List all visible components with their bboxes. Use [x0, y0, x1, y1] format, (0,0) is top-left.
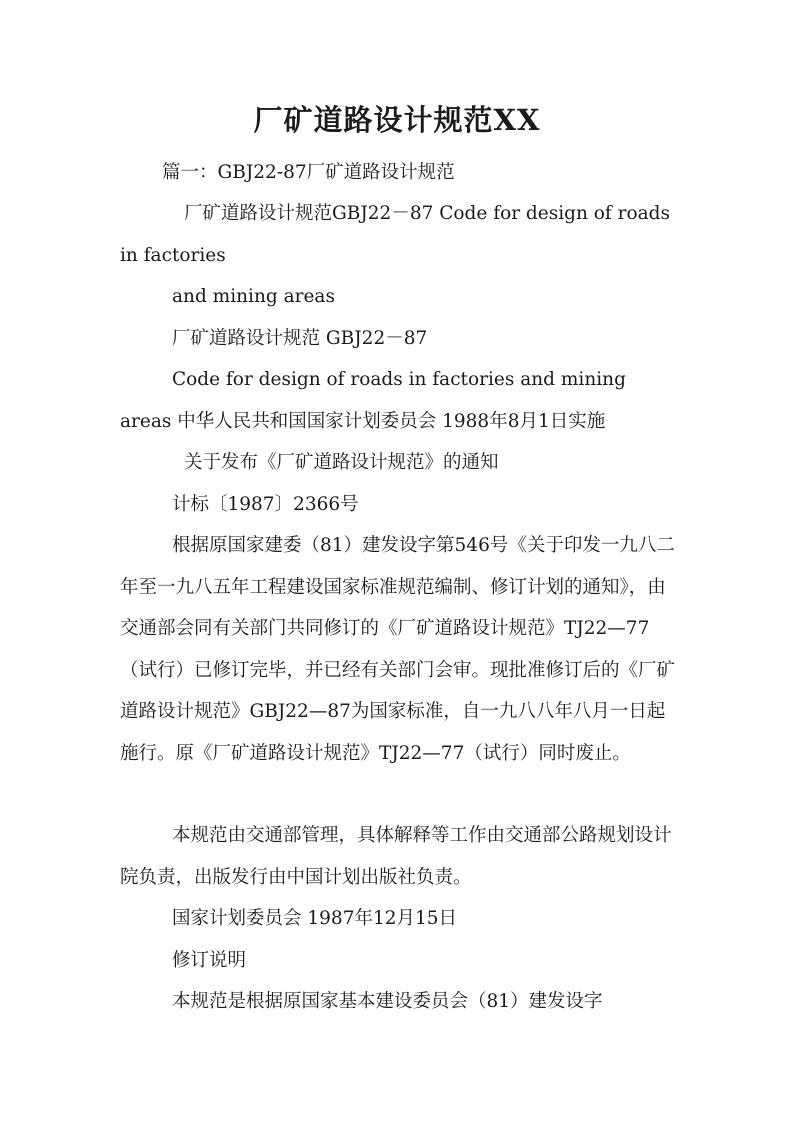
paragraph-code-title: 厂矿道路设计规范GBJ22－87 Code for design of roads in factories	[120, 203, 670, 266]
paragraph-signature-date: 国家计划委员会 1987年12月15日	[172, 908, 458, 929]
document-title: 厂矿道路设计规范XX	[253, 103, 541, 137]
paragraph-revision-heading: 修订说明	[172, 950, 247, 971]
paragraph-code-name: 厂矿道路设计规范 GBJ22－87	[172, 328, 428, 349]
paragraph-approval-body: 根据原国家建委（81）建发设字第546号《关于印发一九八二年至一九八五年工程建设国家标准规范编制、修订计划的通知》，由交通部会同有关部门共同修订的《厂矿道路设计规范》TJ22—77（试行）已修订完毕，并已经有关部门会审。现批准修订后的《厂矿道路设计规范》GBJ22—87为国家标准，自一九八八年八月一日起施行。原《厂矿道路设计规范》TJ22—77（试行）同时废止。	[120, 535, 676, 764]
paragraph-management: 本规范由交通部管理，具体解释等工作由交通部公路规划设计院负责，出版发行由中国计划出版社负责。	[120, 825, 672, 888]
paragraph-notice-title: 关于发布《厂矿道路设计规范》的通知	[184, 452, 499, 473]
paragraph-notice-number: 计标〔1987〕2366号	[172, 494, 359, 515]
paragraph-english-title-commission: Code for design of roads in factories and mining areas 中华人民共和国国家计划委员会 1988年8月1日实施	[120, 369, 626, 432]
paragraph-revision-body: 本规范是根据原国家基本建设委员会（81）建发设字	[172, 991, 603, 1012]
paragraph-chapter-heading: 篇一：GBJ22-87厂矿道路设计规范	[162, 162, 455, 183]
paragraph-mining-areas: and mining areas	[172, 286, 335, 307]
